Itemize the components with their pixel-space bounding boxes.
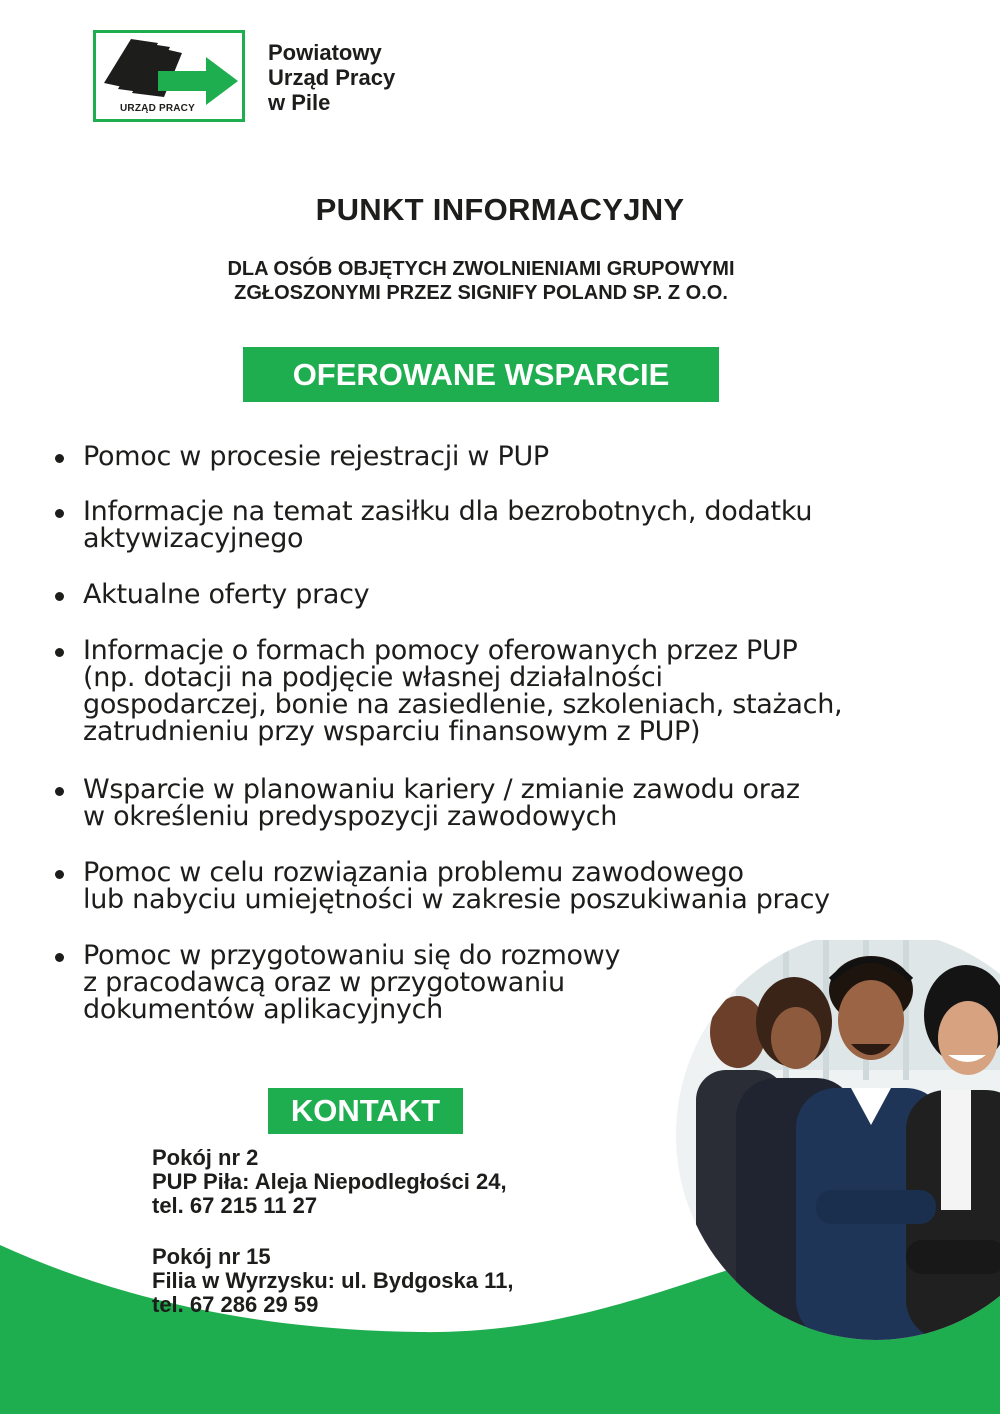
- logo-caption: URZĄD PRACY: [120, 103, 195, 114]
- contact-phone: tel. 67 286 29 59: [152, 1292, 319, 1317]
- list-item: Informacje o formach pomocy oferowanych przez PUP (np. dotacji na podjęcie własnej działalności gospodarczej, bonie na zasiedlenie, szkoleniach, stażach, zatrudnieniu przy wsparciu finansowym z PUP): [55, 637, 915, 745]
- organization-name: Powiatowy Urząd Pracy w Pile: [268, 40, 396, 115]
- list-item: Informacje na temat zasiłku dla bezrobotnych, dodatku aktywizacyjnego: [55, 498, 915, 552]
- contact-heading: KONTAKT: [268, 1088, 463, 1134]
- contact-address: Filia w Wyrzysku: ul. Bydgoska 11,: [152, 1268, 514, 1293]
- contact-office-pila: [152, 1146, 672, 1218]
- team-photo: [676, 940, 1000, 1340]
- page-subtitle: DLA OSÓB OBJĘTYCH ZWOLNIENIAMI GRUPOWYMI ZGŁOSZONYMI PRZEZ SIGNIFY POLAND SP. Z O.O.: [227, 258, 735, 304]
- page-title: PUNKT INFORMACYJNY: [315, 192, 685, 227]
- contact-room: Pokój nr 15: [152, 1244, 271, 1269]
- contact-address: PUP Piła: Aleja Niepodległości 24,: [152, 1169, 507, 1194]
- list-item: Aktualne oferty pracy: [55, 581, 915, 608]
- list-item: Wsparcie w planowaniu kariery / zmianie zawodu oraz w określeniu predyspozycji zawodowych: [55, 776, 915, 830]
- offer-heading: OFEROWANE WSPARCIE: [243, 347, 719, 402]
- contact-office-wyrzysk: [152, 1245, 672, 1317]
- list-item: Pomoc w przygotowaniu się do rozmowy z pracodawcą oraz w przygotowaniu dokumentów aplikacyjnych: [55, 942, 915, 1023]
- pup-logo: [93, 30, 245, 122]
- contact-phone: tel. 67 215 11 27: [152, 1193, 318, 1218]
- list-item: Pomoc w celu rozwiązania problemu zawodowego lub nabyciu umiejętności w zakresie poszukiwania pracy: [55, 859, 915, 913]
- list-item: Pomoc w procesie rejestracji w PUP: [55, 443, 915, 470]
- contact-room: Pokój nr 2: [152, 1145, 259, 1170]
